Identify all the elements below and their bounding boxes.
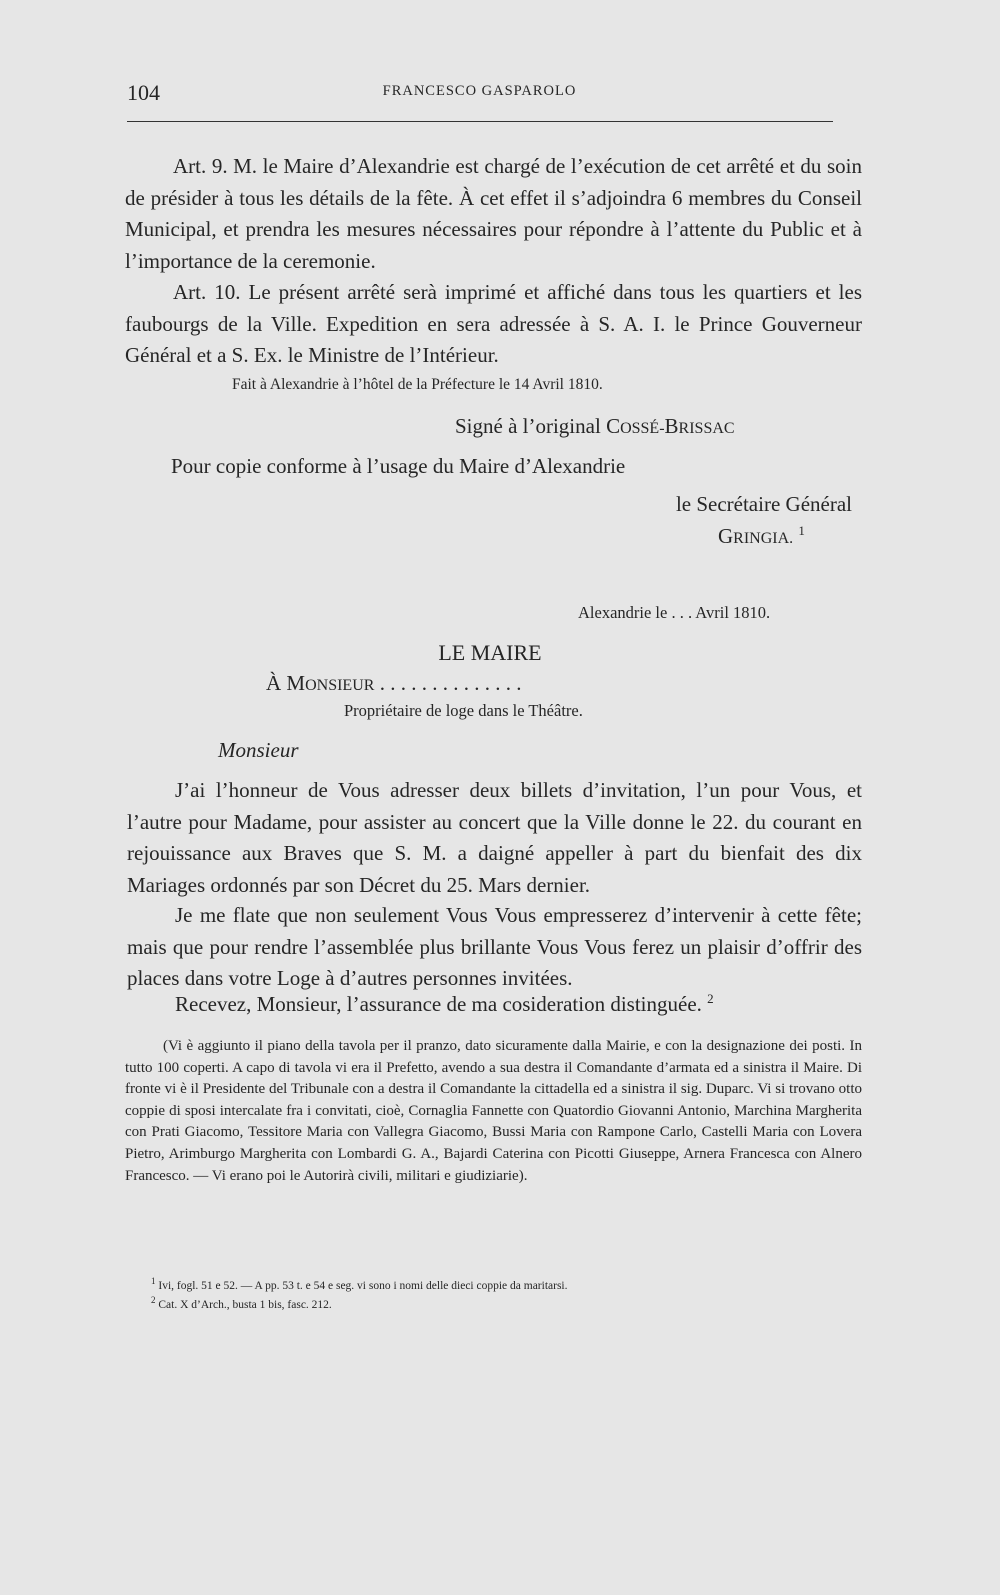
article-10-text: Art. 10. Le présent arrêté serà imprimé et affiché dans tous les quartiers et les faubourgs de la Ville. Expedition en sera adressée à S. A. I. le Prince Gouverneur Général et a S. Ex. le Ministre de l’Intérieur. — [125, 280, 862, 367]
commentary: (Vi è aggiunto il piano della tavola per il pranzo, dato sicuramente dalla Mairie, e con la designazione dei posti. In tutto 100 coperti. A capo di tavola vi era il Prefetto, avendo a sua destra il Comandante d’armata ed a sinistra il Maire. Di fronte vi è il Presidente del Tribunale con a destra il Comandante la cittadella ed a sinistra il sig. Duparc. Vi si trovano otto coppie di sposi intercalate fra i convitati, cioè, Cornaglia Fannette con Quatordio Giovanni Antonio, Marchina Margherita con Prati Giacomo, Tessitore Maria con Vallegra Giacomo, Bussi Maria con Rampone Carlo, Castelli Maria con Lovera Pietro, Arimburgo Margherita con Lombardi G. A., Bajardi Caterina con Picotti Giuseppe, Arnera Francesca con Alnero Francesco. — Vi erano poi le Autorirà civili, militari e giudiziarie). — [125, 1038, 862, 1184]
article-9-text: Art. 9. M. le Maire d’Alexandrie est chargé de l’exécution de cet arrêté et du soin de présider à tous les détails de la fête. À cet effet il s’adjoindra 6 membres du Conseil Municipal, et prendra les mesures nécessaires pour répondre à l’attente du Public et à l’importance de la ceremonie. — [125, 154, 862, 273]
recipient-dots: . . . . . . . . . . . . . . — [379, 671, 522, 695]
signature-name: COSSÉ-BRISSAC — [606, 414, 735, 438]
footnote-1: $^1$ Ivi, fogl. 51 e 52. — A pp. 53 t. e 54 e seg. vi sono i nomi delle dieci coppie da maritarsi. — [151, 1276, 568, 1292]
signature-prefix: Signé à l’original — [455, 414, 601, 438]
article-10 — [125, 277, 862, 372]
footnote-ref-1: 1 — [798, 523, 805, 538]
page-header — [127, 80, 832, 108]
page-number: 104 — [127, 80, 160, 105]
footnote-2: $^2$ Cat. X d’Arch., busta 1 bis, fasc. 212. — [151, 1295, 332, 1311]
running-title: FRANCESCO GASPAROLO — [382, 83, 577, 99]
fait-line: Fait à Alexandrie à l’hôtel de la Préfecture le 14 Avril 1810. — [232, 376, 603, 393]
letter-paragraph-2: Je me flate que non seulement Vous Vous empresserez d’intervenir à cette fête; mais que pour rendre l’assemblée plus brillante Vous Vous ferez un plaisir d’offrir des places dans votre Loge à d’autres personnes invitées. — [127, 903, 862, 990]
letter-date: Alexandrie le . . . Avril 1810. — [578, 603, 771, 622]
letter-closing: Recevez, Monsieur, l’assurance de ma cosideration distinguée. $^2$ — [175, 991, 714, 1016]
letter-recipient: À MONSIEUR . . . . . . . . . . . . . . — [266, 671, 522, 695]
article-9 — [125, 151, 862, 277]
letter-from: LE MAIRE — [438, 640, 542, 665]
secretaire-general: le Secrétaire Général — [675, 492, 852, 516]
signature-line — [455, 411, 855, 442]
salutation: Monsieur — [218, 738, 299, 762]
letter-paragraph-1: J’ai l’honneur de Vous adresser deux billets d’invitation, l’un pour Vous, et l’autre pour Madame, pour assister au concert que la Ville donne le 22. du courant en rejouissance aux Braves que S. M. a daigné appeller à part du bienfait des dix Mariages ordonnés par son Décret du 25. Mars dernier. — [127, 778, 862, 897]
recipient-role: Propriétaire de loge dans le Théâtre. — [344, 701, 583, 720]
gringia-signature: GRINGIA. $^1$ — [718, 523, 805, 548]
footnote-ref-2: 2 — [707, 991, 714, 1006]
copie-conforme: Pour copie conforme à l’usage du Maire d’Alexandrie — [171, 454, 626, 478]
header-rule — [127, 121, 833, 122]
